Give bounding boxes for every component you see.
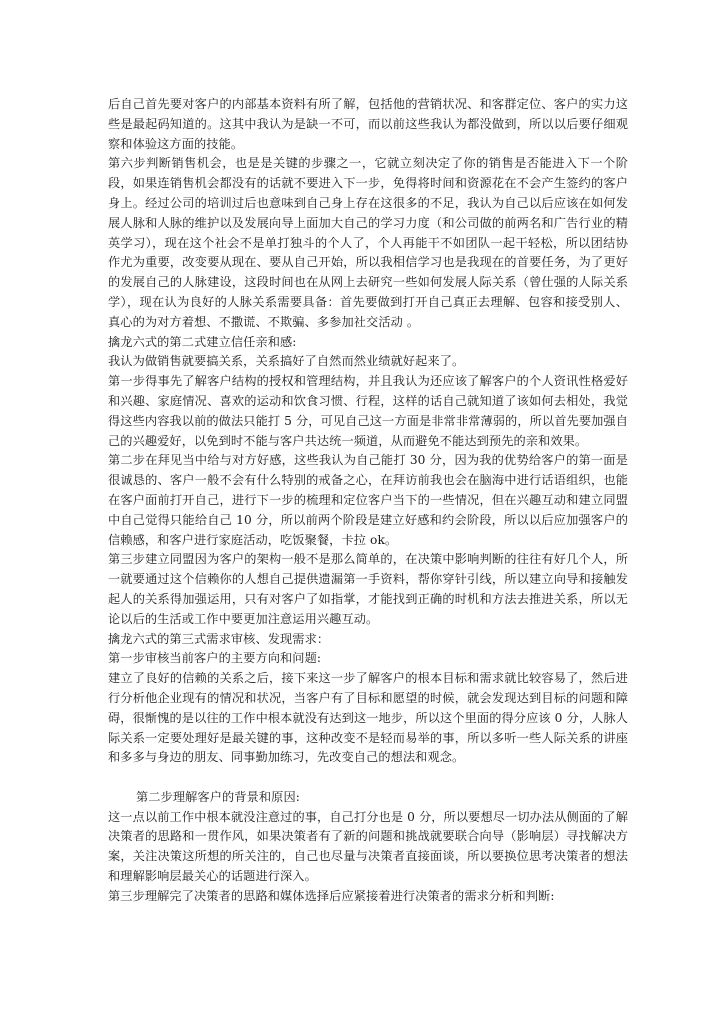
section-heading: 擒龙六式的第三式需求审核、发现需求： (108, 631, 330, 646)
section-heading: 擒龙六式的第二式建立信任亲和感: (108, 334, 297, 349)
paragraph: 第六步判断销售机会，也是是关键的步骤之一，它就立刻决定了你的销售是否能进入下一个阶段，如果连销售机会都没有的话就不要进入下一步，免得将时间和资源花在不会产生签约的客户身上。经过公司的培训过后也意味到自己身上存在这很多的不足，我认为自己以后应该在如何发展人脉和人脉的维护以及发展向导上面加大自己的学习力度（和公司做的前两名和广告行业的精英学习），现在这个社会不是单打独斗的个人了，个人再能干不如团队一起干轻松，所以团结协作尤为重要，改变要从现在、要从自己开始，所以我相信学习也是我现在的首要任务，为了更好的发展自己的人脉建设，这段时间也在从网上去研究一些如何发展人际关系（曾仕强的人际关系学），现在认为良好的人脉关系需要具备：首先要做到打开自己真正去理解、包容和接受别人、真心的为对方着想、不撒谎、不欺骗、多参加社交活动 。 (108, 156, 628, 329)
step-heading: 第一步审核当前客户的主要方向和问题: (108, 651, 322, 666)
paragraph: 我认为做销售就要搞关系，关系搞好了自然而然业绩就好起来了。 (108, 354, 465, 369)
paragraph: 建立了良好的信赖的关系之后，接下来这一步了解客户的根本目标和需求就比较容易了，然后进行分析他企业现有的情况和状况，当客户有了目标和愿望的时候，就会发现达到目标的问题和障碍，很惭愧的是以往的工作中根本就没有达到这一地步，所以这个里面的得分应该 0 分，人脉人际关系一定要处理好是最关键的事，这种改变不是轻而易举的事，所以多听一些人际关系的讲座和多多与身边的朋友、同事勤加练习，先改变自己的想法和观念。 (108, 671, 628, 765)
blank-line (108, 768, 628, 788)
document-body (108, 95, 628, 907)
paragraph: 第三步建立同盟因为客户的架构一般不是那么简单的，在决策中影响判断的往往有好几个人，所一就要通过这个信赖你的人想自己提供遗漏第一手资料，帮你穿针引线，所以建立向导和接触发起人的关系得加强运用，只有对客户了如指掌，才能找到正确的时机和方法去推进关系，所以无论以后的生活或工作中要更加注意运用兴趣互动。 (108, 552, 628, 626)
step-heading: 第三步理解完了决策者的思路和媒体选择后应紧接着进行决策者的需求分析和判断: (108, 888, 555, 903)
paragraph: 这一点以前工作中根本就没注意过的事，自己打分也是 0 分，所以要想尽一切办法从侧面的了解决策者的思路和一贯作风，如果决策者有了新的问题和挑战就要联合向导（影响层）寻找解决方案，关注决策这所想的所关注的，自己也尽量与决策者直接面谈，所以要换位思考决策者的想法和理解影响层最关心的话题进行深入。 (108, 809, 628, 884)
paragraph: 第二步在拜见当中给与对方好感，这些我认为自己能打 30 分，因为我的优势给客户的第一面是很诚恳的、客户一般不会有什么特别的戒备之心，在拜访前我也会在脑海中进行话语组织，也能在客户面前打开自己，进行下一步的梳理和定位客户当下的一些情况，但在兴趣互动和建立同盟中自己觉得只能给自己 10 分，所以前两个阶段是建立好感和约会阶段，所以以后应加强客户的信赖感，和客户进行家庭活动，吃饭聚餐，卡拉 ok。 (108, 453, 628, 547)
paragraph: 第一步得事先了解客户结构的授权和管理结构，并且我认为还应该了解客户的个人资讯性格爱好和兴趣、家庭情况、喜欢的运动和饮食习惯、行程，这样的话自己就知道了该如何去相处，我觉得这些内容我以前的做法只能打 5 分，可见自己这一方面是非常非常薄弱的，所以首先要加强自己的兴趣爱好，以免到时不能与客户共达统一频道，从而避免不能达到预先的亲和效果。 (108, 374, 628, 448)
paragraph: 后自己首先要对客户的内部基本资料有所了解，包括他的营销状况、和客群定位、客户的实力这些是最起码知道的。这其中我认为是缺一不可，而以前这些我认为都没做到，所以以后要仔细观察和体验这方面的技能。 (108, 97, 628, 151)
step-heading: 第二步理解客户的背景和原因: (136, 789, 300, 804)
